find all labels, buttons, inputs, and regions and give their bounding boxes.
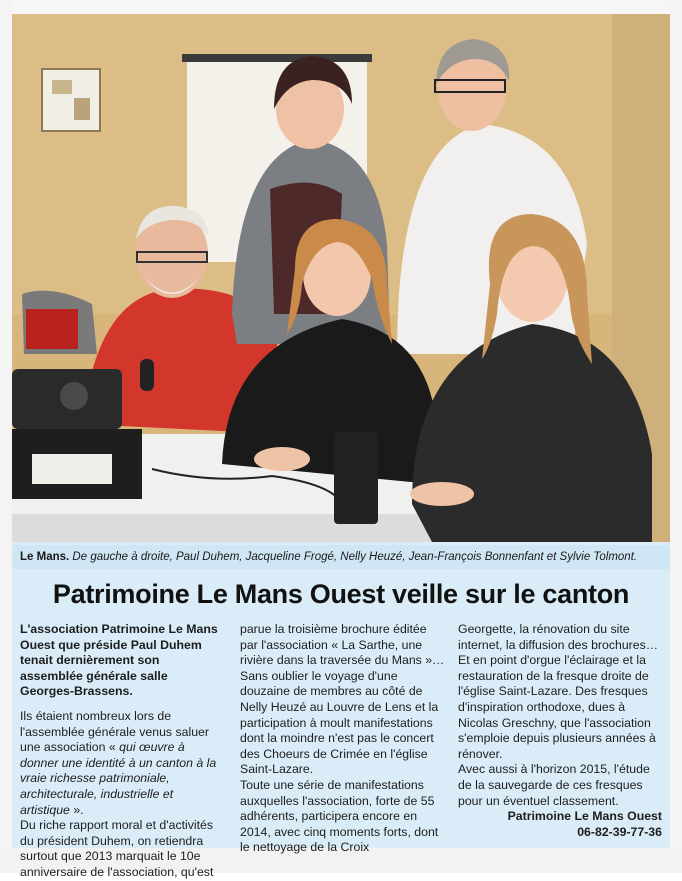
top-margin: [0, 0, 682, 14]
caption-place: Le Mans.: [20, 551, 70, 563]
paragraph: parue la troisième brochure éditée par l'association « La Sarthe, une rivière dans la traversée du Mans »… Sans oublier le voyage d'une douzaine de membres au côté de Nelly Heuzé au Louvre de Lens et la participation à moult manifestations dont la moindre n'est pas le concert des Choeurs de Crimée en l'église Saint-Lazare.: [240, 622, 445, 777]
article-column-1: [20, 622, 225, 879]
photo-caption: [12, 545, 670, 569]
phone-number: 06-82-39-77-36: [577, 824, 662, 839]
paragraph: Georgette, la rénovation du site internet, la diffusion des brochures… Et en point d'orgue l'éclairage et la restauration de la fresque droite de l'église Saint-Lazare. Des fresques d'inspiration orthodoxe, dues à Nicolas Greschny, que l'association s'emploie depuis plusieurs années à rénover.: [458, 622, 659, 761]
article-column-2: [240, 622, 445, 855]
headline: Patrimoine Le Mans Ouest veille sur le canton: [52, 579, 630, 609]
lead-paragraph: L'association Patrimoine Le Mans Ouest que préside Paul Duhem tenait dernièrement son assemblée générale salle Georges-Brassens.: [20, 622, 218, 699]
paragraph-end: ».: [73, 802, 84, 817]
left-margin: [0, 0, 12, 873]
paragraph: [20, 709, 225, 818]
group-photo: [12, 14, 670, 542]
caption-text: De gauche à droite, Paul Duhem, Jacqueline Frogé, Nelly Heuzé, Jean-François Bonnenfant et Sylvie Tolmont.: [72, 551, 638, 563]
article-body: [20, 622, 662, 879]
paragraph: Toute une série de manifestations auxquelles l'association, forte de 55 adhérents, participera encore en 2014, avec cinq moments forts, dont le nettoyage de la Croix: [240, 777, 439, 855]
right-margin: [670, 0, 682, 873]
article-column-3: [458, 622, 662, 846]
paragraph: Du riche rapport moral et d'activités du président Duhem, on retiendra surtout que 2013 marquait le 10e anniversaire de l'association, qu'est: [20, 818, 214, 879]
signature: Patrimoine Le Mans Ouest: [507, 809, 662, 824]
quote-text: qui œuvre à donner une identité à un canton à la vraie richesse patrimoniale, architecturale, industrielle et artistique: [20, 740, 217, 817]
paragraph: Avec aussi à l'horizon 2015, l'étude de la sauvegarde de ces fresques pour un éventuel classement.: [458, 762, 650, 808]
paragraph-start: Ils étaient nombreux lors de l'assemblée générale venus saluer une association «: [20, 708, 209, 755]
